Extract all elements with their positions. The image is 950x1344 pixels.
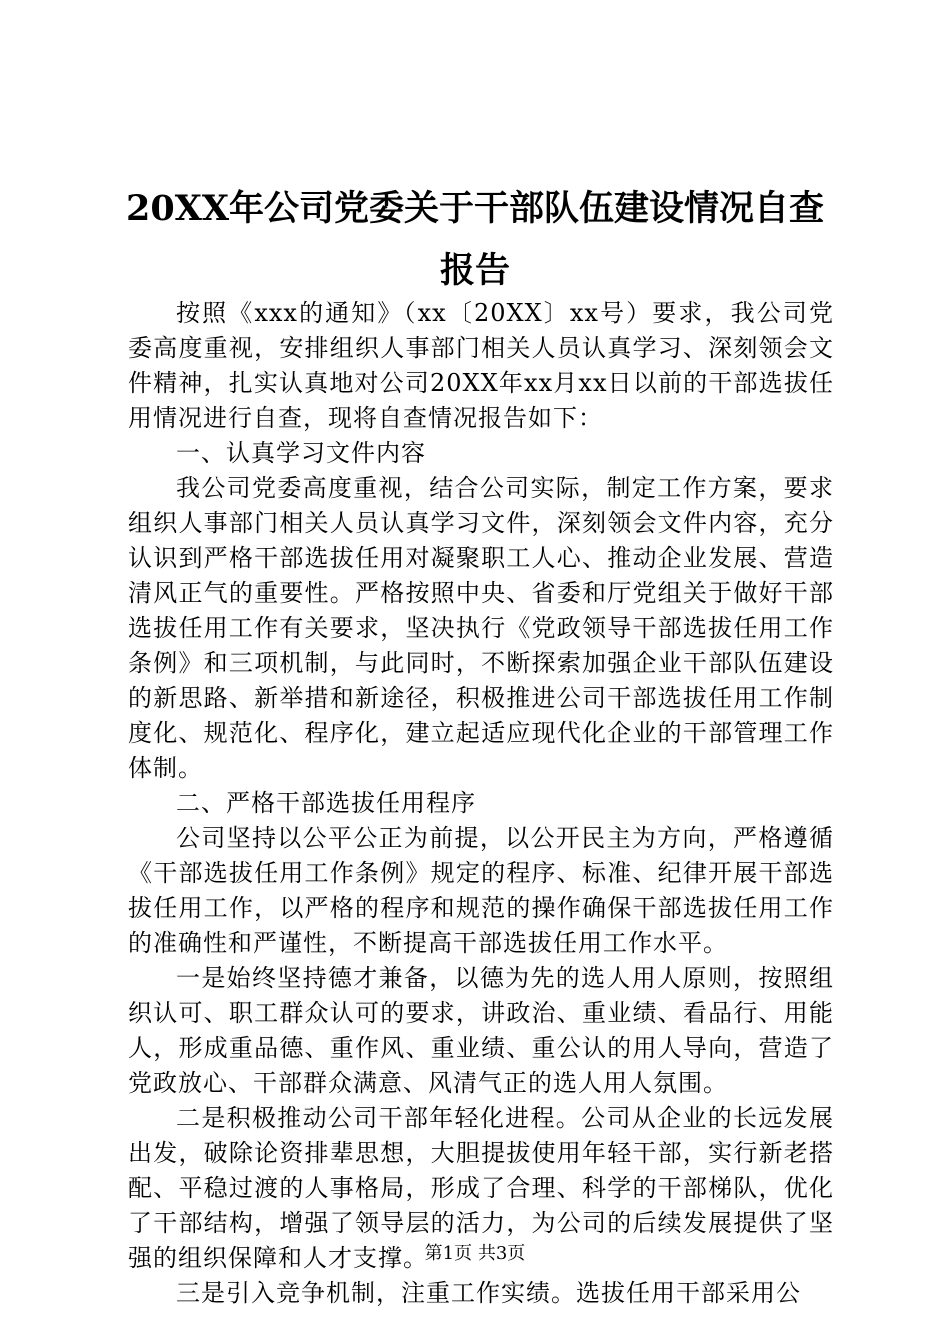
page-number-footer: 第1页 共3页 [424, 1243, 526, 1264]
point-2-paragraph: 二是积极推动公司干部年轻化进程。公司从企业的长远发展出发，破除论资排辈思想，大胆提拔使用年轻干部，实行新老搭配、平稳过渡的人事格局，形成了合理、科学的干部梯队，优化了干部结构，增强了领导层的活力，为公司的后续发展提供了坚强的组织保障和人才支撑。 [128, 1104, 834, 1272]
section-heading-2: 二、严格干部选拔任用程序 [176, 789, 476, 817]
title-line-1: 20XX年公司党委关于干部队伍建设情况自查 [125, 188, 825, 229]
intro-paragraph: 按照《xxx的通知》（xx〔20XX〕xx号）要求，我公司党委高度重视，安排组织人事部门相关人员认真学习、深刻领会文件精神，扎实认真地对公司20XX年xx月xx日以前的干部选拔任用情况进行自查，现将自查情况报告如下： [128, 299, 834, 432]
point-3-paragraph: 三是引入竞争机制，注重工作实绩。选拔任用干部采用公 [176, 1279, 801, 1307]
point-1-paragraph: 一是始终坚持德才兼备，以德为先的选人用人原则，按照组织认可、职工群众认可的要求，讲政治、重业绩、看品行、用能人，形成重品德、重作风、重业绩、重公认的用人导向，营造了党政放心、干部群众满意、风清气正的选人用人氛围。 [128, 964, 834, 1097]
section-1-paragraph: 我公司党委高度重视，结合公司实际，制定工作方案，要求组织人事部门相关人员认真学习文件，深刻领会文件内容，充分认识到严格干部选拔任用对凝聚职工人心、推动企业发展、营造清风正气的重要性。严格按照中央、省委和厅党组关于做好干部选拔任用工作有关要求，坚决执行《党政领导干部选拔任用工作条例》和三项机制，与此同时，不断探索加强企业干部队伍建设的新思路、新举措和新途径，积极推进公司干部选拔任用工作制度化、规范化、程序化，建立起适应现代化企业的干部管理工作体制。 [128, 474, 834, 782]
section-2-paragraph: 公司坚持以公平公正为前提，以公开民主为方向，严格遵循《干部选拔任用工作条例》规定的程序、标准、纪律开展干部选拔任用工作，以严格的程序和规范的操作确保干部选拔任用工作的准确性和严谨性，不断提高干部选拔任用工作水平。 [128, 824, 834, 957]
title-line-2: 报告 [439, 250, 510, 291]
section-heading-1: 一、认真学习文件内容 [176, 439, 426, 467]
document-body [128, 296, 834, 1311]
document-title [120, 178, 830, 302]
